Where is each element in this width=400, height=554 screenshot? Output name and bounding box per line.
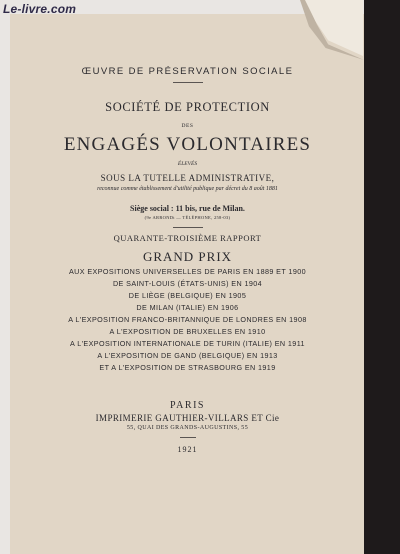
- eleves-label: ÉLEVÉS: [177, 161, 198, 167]
- background-edge: [364, 0, 400, 554]
- city-label: PARIS: [170, 400, 205, 411]
- societe-heading: SOCIÉTÉ DE PROTECTION: [105, 100, 270, 114]
- award-line: ET A L'EXPOSITION DE STRASBOURG EN 1919: [99, 363, 276, 372]
- award-line: DE MILAN (ITALIE) EN 1906: [136, 303, 239, 312]
- siege-social: Siège social : 11 bis, rue de Milan.: [130, 204, 245, 213]
- divider-rule: [180, 437, 196, 438]
- watermark: Le-livre.com: [3, 2, 77, 16]
- award-line: A L'EXPOSITION DE GAND (BELGIQUE) EN 1913: [97, 351, 278, 360]
- divider-rule: [173, 82, 203, 83]
- divider-rule: [173, 227, 203, 228]
- rapport-title: QUARANTE-TROISIÈME RAPPORT: [113, 233, 262, 243]
- tutelle-line: SOUS LA TUTELLE ADMINISTRATIVE,: [100, 173, 275, 183]
- page-title: ENGAGÉS VOLONTAIRES: [63, 134, 312, 155]
- award-line: DE LIÈGE (BELGIQUE) EN 1905: [128, 291, 247, 300]
- printer-address: 55, QUAI DES GRANDS-AUGUSTINS, 55: [126, 425, 249, 431]
- oeuvre-heading: ŒUVRE DE PRÉSERVATION SOCIALE: [81, 66, 294, 77]
- printer-label: IMPRIMERIE GAUTHIER-VILLARS ET Cie: [95, 413, 280, 423]
- award-line: A L'EXPOSITION FRANCO-BRITANNIQUE DE LONDRES EN 1908: [68, 315, 307, 324]
- publication-year: 1921: [177, 445, 198, 454]
- award-line: DE SAINT-LOUIS (ÉTATS-UNIS) EN 1904: [112, 279, 263, 288]
- grand-prix-title: GRAND PRIX: [142, 249, 233, 264]
- des-label: DES: [181, 123, 194, 129]
- siege-detail: (9e ARRONDt — TÉLÉPHONE, 258-03): [144, 215, 231, 220]
- award-line: A L'EXPOSITION DE BRUXELLES EN 1910: [109, 327, 266, 336]
- award-line: AUX EXPOSITIONS UNIVERSELLES DE PARIS EN 1889 ET 1900: [68, 267, 307, 276]
- award-line: A L'EXPOSITION INTERNATIONALE DE TURIN (ITALIE) EN 1911: [70, 339, 305, 348]
- reconnue-line: reconnue comme établissement d'utilité publique par décret du 8 août 1881: [97, 186, 278, 192]
